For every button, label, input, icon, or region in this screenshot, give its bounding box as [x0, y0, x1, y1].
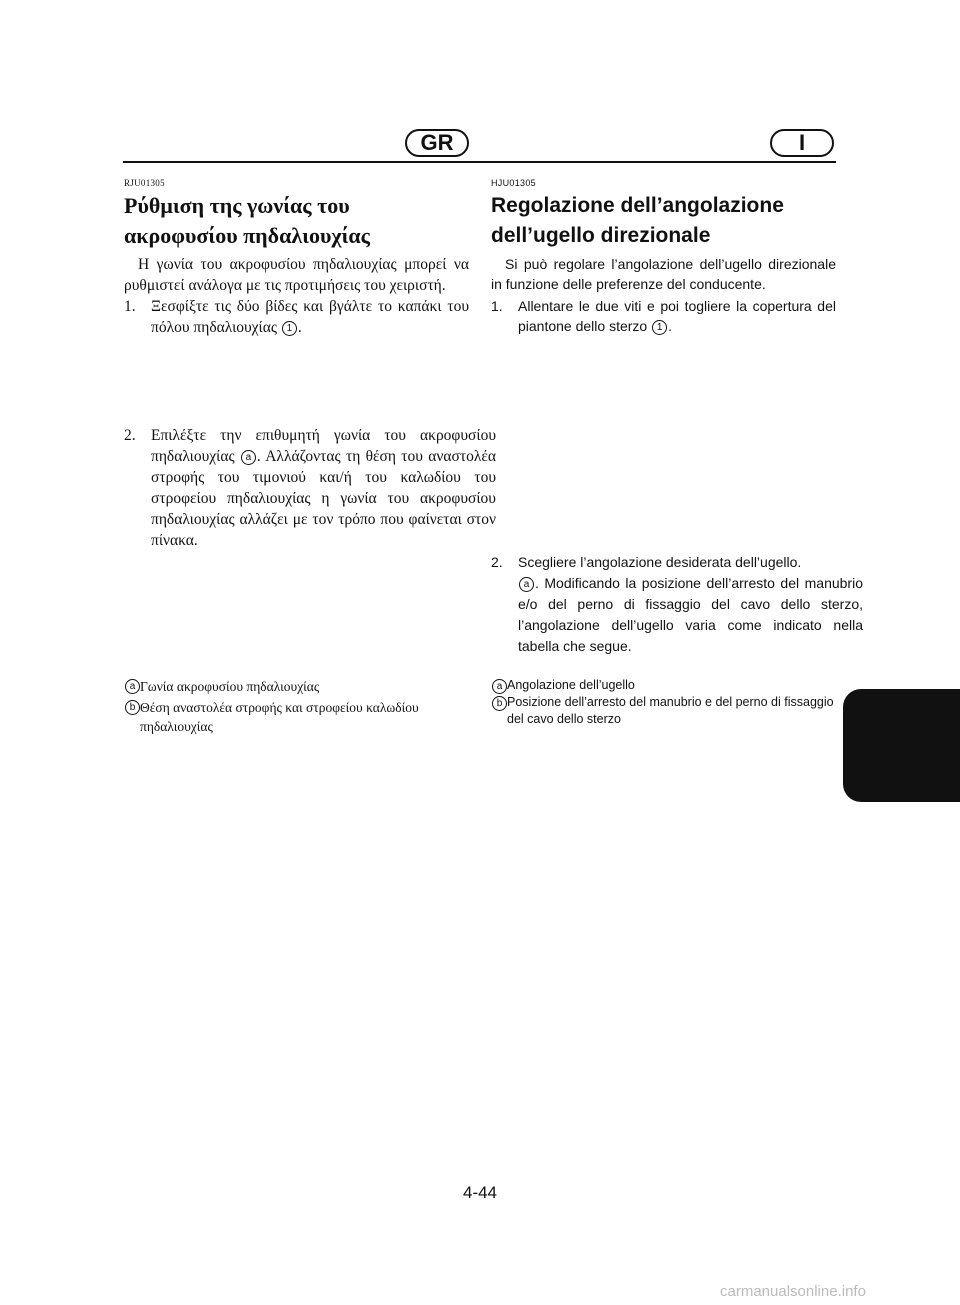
- greek-section-code: RJU01305: [124, 178, 165, 188]
- greek-caption-b-text: Θέση αναστολέα στροφής και στροφείου καλωδίου πηδαλιουχίας: [140, 700, 419, 734]
- greek-title-line1: Ρύθμιση της γωνίας του: [124, 193, 350, 218]
- greek-step-2: [124, 425, 496, 551]
- callout-1-icon: 1: [652, 320, 667, 335]
- italian-intro: Si può regolare l’angolazione dell’ugello direzionale in funzione delle preferenze del conducente.: [491, 256, 836, 292]
- italian-step-1-text: Allentare le due viti e poi togliere la copertura del piantone dello sterzo: [518, 298, 836, 334]
- greek-captions: [124, 677, 469, 736]
- italian-caption-a: [491, 677, 836, 694]
- page-number: 4-44: [462, 1183, 498, 1202]
- greek-caption-a-text: Γωνία ακροφυσίου πηδαλιουχίας: [140, 679, 320, 694]
- italian-caption-b-text: Posizione dell’arresto del manubrio e del perno di fissaggio del cavo dello sterzo: [507, 695, 834, 726]
- greek-step-1-text: Ξεσφίξτε τις δύο βίδες και βγάλτε το καπάκι του πόλου πηδαλιουχίας: [151, 298, 469, 336]
- header-rule: [123, 161, 836, 163]
- callout-a-icon: a: [519, 577, 534, 592]
- greek-caption-a: [124, 677, 469, 696]
- italian-caption-b: [491, 694, 836, 728]
- italian-title-line2: dell’ugello direzionale: [491, 224, 711, 247]
- greek-step-2-text-a: Επιλέξτε την επιθυμητή γωνία του ακροφυσίου πηδαλιουχίας: [151, 427, 496, 465]
- italian-title-line1: Regolazione dell’angolazione: [491, 194, 784, 217]
- greek-step-2-text-b: . Αλλάζοντας τη θέση του αναστολέα στροφής του τιμονιού και/ή του καλωδίου του στροφείου πηδαλιουχίας η γωνία του ακροφυσίου πηδαλιουχίας αλλάζει με τον τρόπο που φαίνεται στον πίνακα.: [151, 448, 496, 549]
- italian-step-1-number: 1.: [491, 298, 503, 314]
- italian-captions: [491, 677, 836, 728]
- callout-a-icon: a: [492, 679, 507, 694]
- italian-caption-a-text: Angolazione dell’ugello: [507, 678, 635, 692]
- chapter-side-tab: [843, 689, 960, 802]
- greek-title-line2: ακροφυσίου πηδαλιουχίας: [124, 223, 370, 248]
- callout-b-icon: b: [492, 696, 507, 711]
- greek-step-2-number: 2.: [124, 427, 136, 444]
- italian-step-2-text-a: Scegliere l’angolazione desiderata dell’ugello.: [518, 554, 802, 570]
- greek-column: [124, 178, 469, 338]
- language-tab-greek: GR: [405, 129, 469, 157]
- greek-step-1-number: 1.: [124, 298, 136, 315]
- italian-step-2: [491, 552, 863, 657]
- italian-title: [491, 191, 836, 251]
- italian-column: [491, 178, 836, 336]
- italian-step-1: 1. Allentare le due viti e poi togliere la copertura del piantone dello sterzo 1 .: [491, 298, 836, 334]
- italian-step-2-number: 2.: [491, 554, 503, 570]
- callout-a-icon: a: [125, 679, 140, 694]
- italian-section-code: HJU01305: [491, 178, 536, 188]
- callout-a-icon: a: [241, 450, 256, 465]
- callout-1-icon: 1: [282, 321, 297, 336]
- watermark: carmanualsonline.info: [720, 1283, 866, 1300]
- greek-caption-b: [124, 698, 469, 736]
- language-tab-italian: I: [770, 129, 834, 157]
- greek-title: [124, 191, 469, 251]
- italian-step-2-text-b: . Modificando la posizione dell’arresto del manubrio e/o del perno di fissaggio del cavo dello sterzo, l’angolazione dell’ugello varia come indicato nella tabella che segue.: [518, 575, 863, 654]
- greek-intro: Η γωνία του ακροφυσίου πηδαλιουχίας μπορεί να ρυθμιστεί ανάλογα με τις προτιμήσεις του χειριστή.: [124, 256, 469, 294]
- greek-step-1: 1. Ξεσφίξτε τις δύο βίδες και βγάλτε το καπάκι του πόλου πηδαλιουχίας 1 .: [124, 298, 469, 336]
- callout-b-icon: b: [125, 700, 140, 715]
